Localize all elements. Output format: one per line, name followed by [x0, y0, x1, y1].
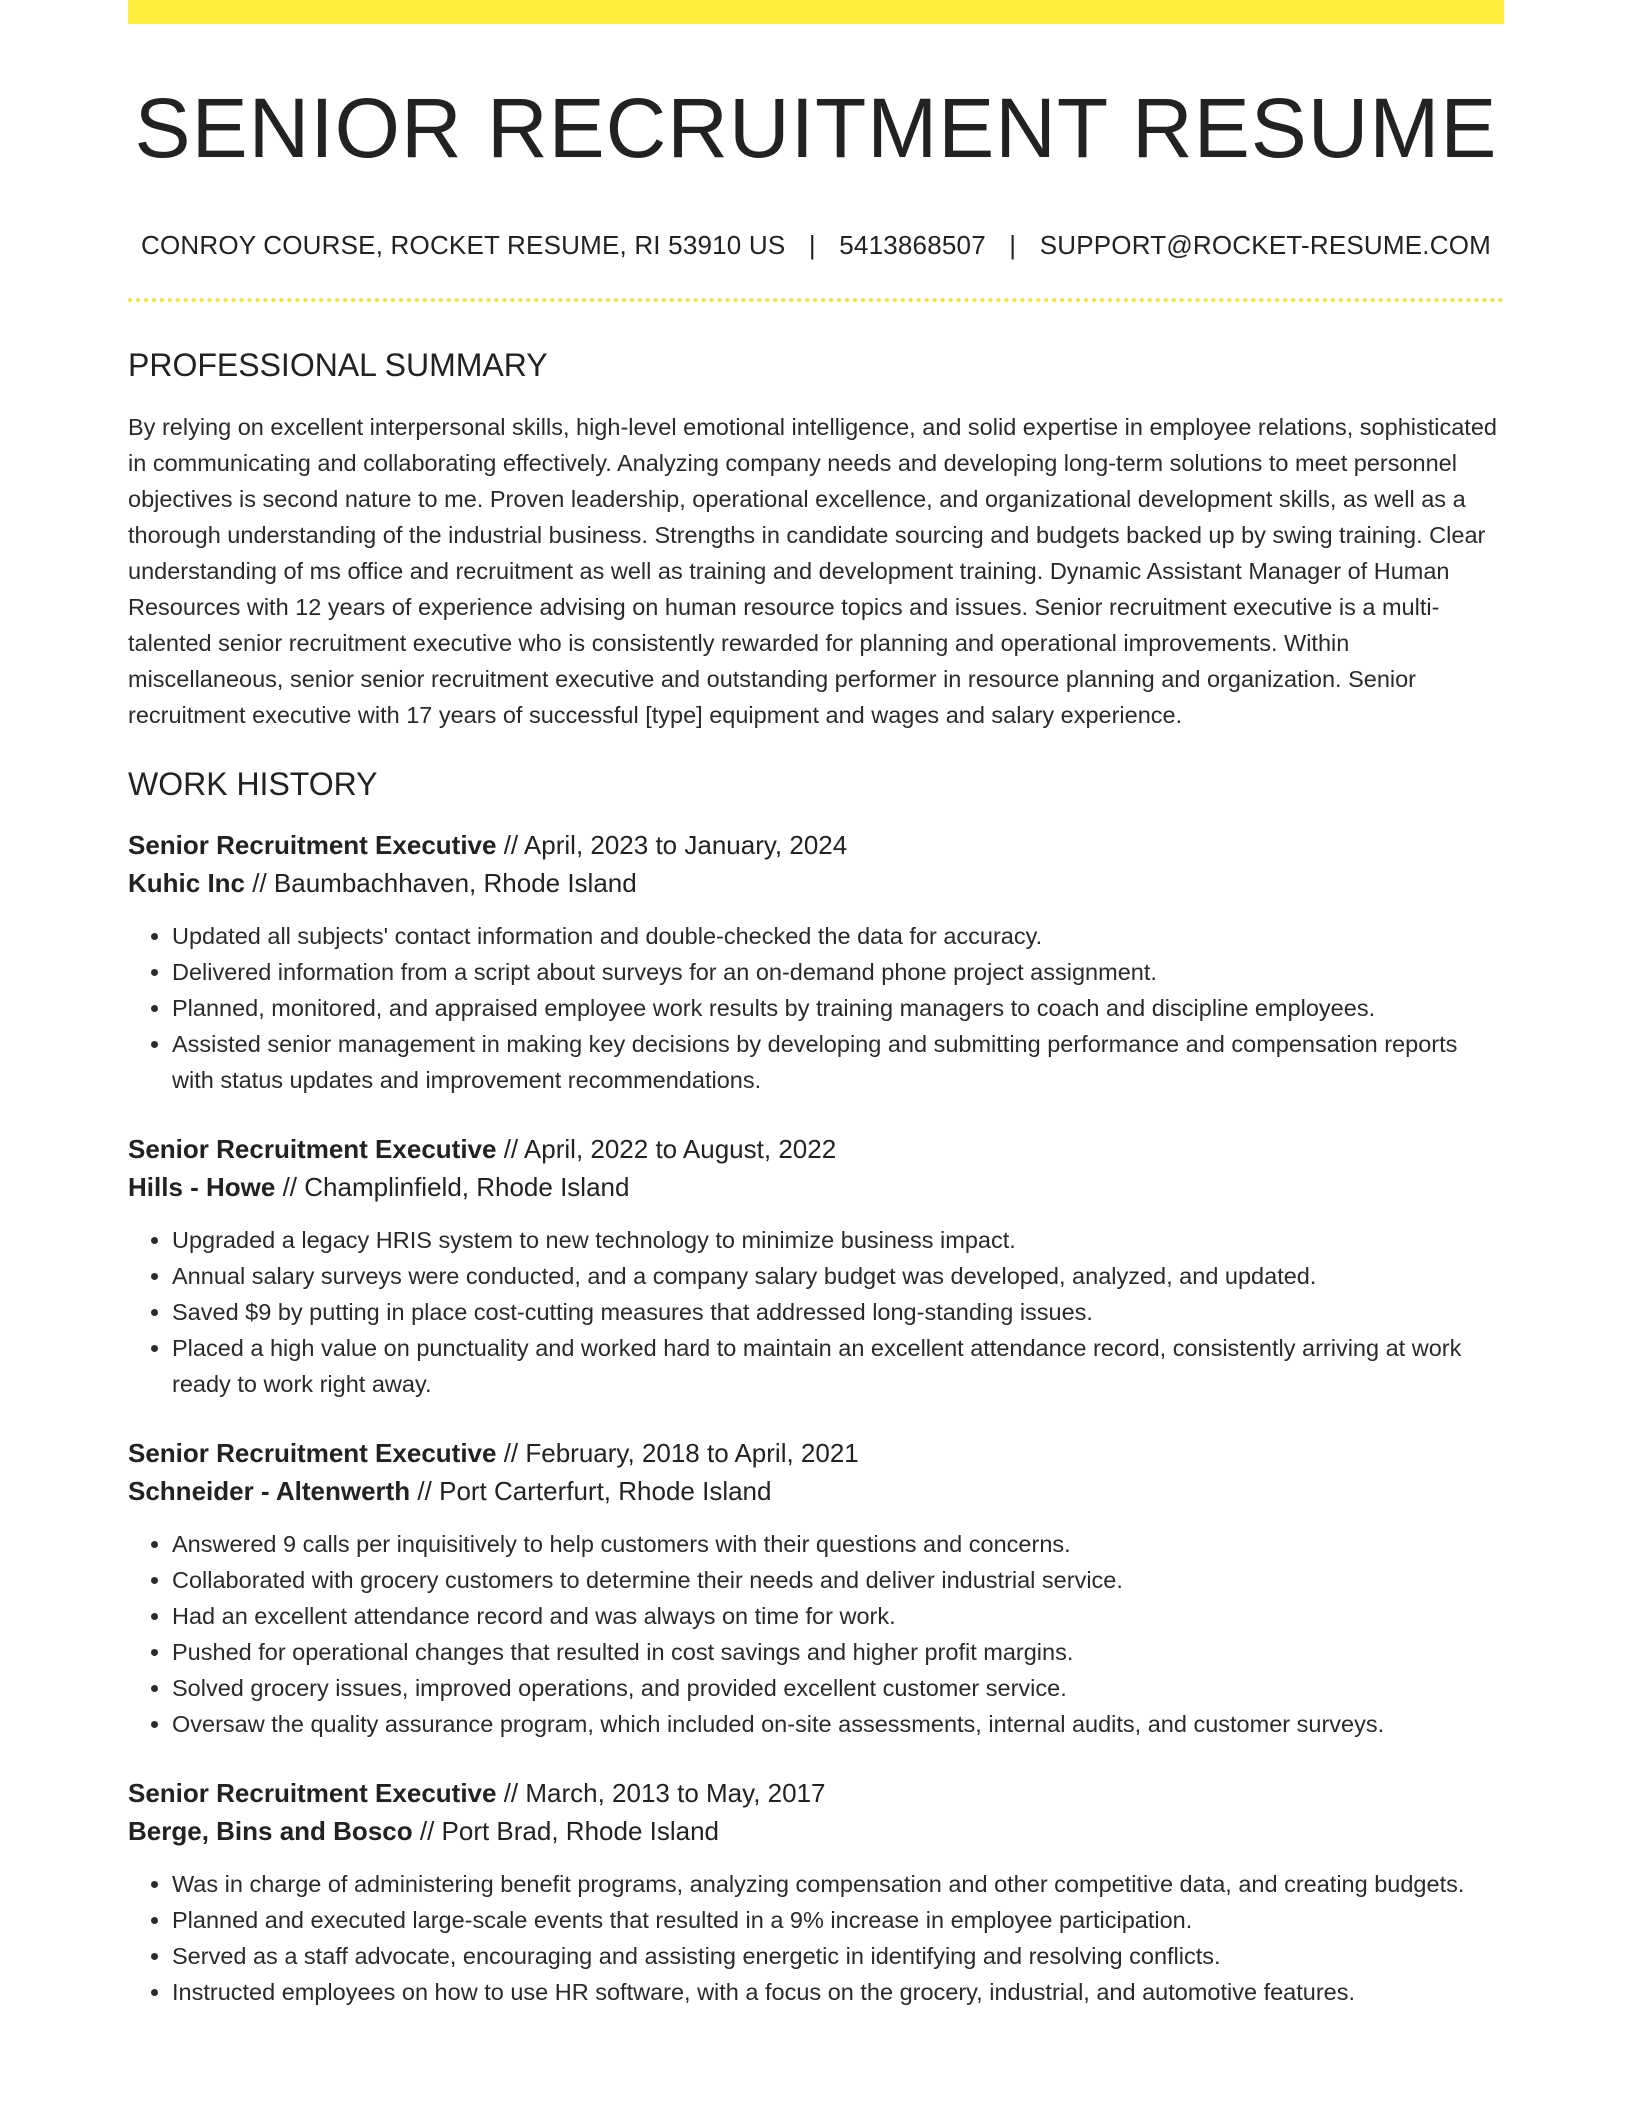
job-bullet: • Upgraded a legacy HRIS system to new technology to minimize business impact. — [172, 1222, 1504, 1258]
job-bullet: • Assisted senior management in making key decisions by developing and submitting performance and compensation reports with status updates and improvement recommendations. — [172, 1026, 1504, 1098]
job-dates: // April, 2023 to January, 2024 — [496, 829, 848, 860]
job-bullet: • Planned and executed large-scale events that resulted in a 9% increase in employee participation. — [172, 1902, 1504, 1938]
job-location: // Port Brad, Rhode Island — [412, 1815, 720, 1846]
job-bullet: • Planned, monitored, and appraised employee work results by training managers to coach and discipline employees. — [172, 990, 1504, 1026]
job-bullet: • Saved $9 by putting in place cost-cutting measures that addressed long-standing issues. — [172, 1294, 1504, 1330]
summary-heading: PROFESSIONAL SUMMARY — [128, 346, 548, 383]
contact-line — [128, 227, 1504, 263]
job-location: // Port Carterfurt, Rhode Island — [410, 1475, 772, 1506]
job-bullet: • Was in charge of administering benefit programs, analyzing compensation and other competitive data, and creating budgets. — [172, 1866, 1504, 1902]
job-company: Hills - Howe — [128, 1171, 276, 1202]
job-dates: // April, 2022 to August, 2022 — [496, 1133, 837, 1164]
job-bullet: • Updated all subjects' contact information and double-checked the data for accuracy. — [172, 918, 1504, 954]
job-bullet: • Collaborated with grocery customers to determine their needs and deliver industrial service. — [172, 1562, 1504, 1598]
job-bullet: • Oversaw the quality assurance program, which included on-site assessments, internal audits, and customer surveys. — [172, 1706, 1504, 1742]
job-dates: // March, 2013 to May, 2017 — [496, 1777, 826, 1808]
job-title: Senior Recruitment Executive — [128, 1777, 497, 1808]
job-company-line — [128, 1812, 1504, 1850]
job-dates: // February, 2018 to April, 2021 — [496, 1437, 859, 1468]
contact-separator: | — [808, 229, 816, 260]
job-title: Senior Recruitment Executive — [128, 1437, 497, 1468]
job-bullet: • Served as a staff advocate, encouraging and assisting energetic in identifying and resolving conflicts. — [172, 1938, 1504, 1974]
job-title: Senior Recruitment Executive — [128, 1133, 497, 1164]
work-history-list — [128, 826, 1504, 2010]
job-bullets — [128, 918, 1504, 1098]
job-bullets — [128, 1866, 1504, 2010]
job-entry — [128, 826, 1504, 1098]
work-history-heading: WORK HISTORY — [128, 766, 378, 803]
job-entry — [128, 1130, 1504, 1402]
accent-top-bar — [128, 0, 1504, 24]
job-company-line — [128, 864, 1504, 902]
job-title: Senior Recruitment Executive — [128, 829, 497, 860]
contact-phone: 5413868507 — [839, 229, 986, 260]
job-bullet: • Pushed for operational changes that resulted in cost savings and higher profit margins. — [172, 1634, 1504, 1670]
contact-email: SUPPORT@ROCKET-RESUME.COM — [1039, 229, 1491, 260]
job-bullet: • Placed a high value on punctuality and worked hard to maintain an excellent attendance record, consistently arriving at work ready to work right away. — [172, 1330, 1504, 1402]
contact-separator: | — [1009, 229, 1017, 260]
job-title-line — [128, 1130, 1504, 1168]
job-entry — [128, 1434, 1504, 1742]
job-bullets — [128, 1222, 1504, 1402]
job-bullets — [128, 1526, 1504, 1742]
job-title-line — [128, 826, 1504, 864]
job-bullet: • Solved grocery issues, improved operations, and provided excellent customer service. — [172, 1670, 1504, 1706]
job-bullet: • Annual salary surveys were conducted, and a company salary budget was developed, analyzed, and updated. — [172, 1258, 1504, 1294]
job-company: Schneider - Altenwerth — [128, 1475, 411, 1506]
job-location: // Baumbachhaven, Rhode Island — [245, 867, 637, 898]
job-bullet: • Delivered information from a script about surveys for an on-demand phone project assignment. — [172, 954, 1504, 990]
job-company-line — [128, 1472, 1504, 1510]
job-bullet: • Instructed employees on how to use HR software, with a focus on the grocery, industrial, and automotive features. — [172, 1974, 1504, 2010]
contact-address: CONROY COURSE, ROCKET RESUME, RI 53910 US — [141, 229, 786, 260]
resume-page — [128, 0, 1504, 2010]
job-bullet: • Answered 9 calls per inquisitively to help customers with their questions and concerns. — [172, 1526, 1504, 1562]
resume-title: SENIOR RECRUITMENT RESUME — [134, 81, 1498, 175]
job-company-line — [128, 1168, 1504, 1206]
job-company: Berge, Bins and Bosco — [128, 1815, 413, 1846]
job-bullet: • Had an excellent attendance record and was always on time for work. — [172, 1598, 1504, 1634]
job-title-line — [128, 1434, 1504, 1472]
job-title-line — [128, 1774, 1504, 1812]
summary-text: By relying on excellent interpersonal skills, high-level emotional intelligence, and solid expertise in employee relations, sophisticated in communicating and collaborating effectively. Analyzing company needs and developing long-term solutions to meet personnel objectives is second nature to me. Proven leadership, operational excellence, and organizational development skills, as well as a thorough understanding of the industrial business. Strengths in candidate sourcing and budgets backed up by swing training. Clear understanding of ms office and recruitment as well as training and development training. Dynamic Assistant Manager of Human Resources with 12 years of experience advising on human resource topics and issues. Senior recruitment executive is a multi-talented senior recruitment executive who is consistently rewarded for planning and operational improvements. Within miscellaneous, senior senior recruitment executive and outstanding performer in resource planning and organization. Senior recruitment executive with 17 years of successful [type] equipment and wages and salary experience. — [128, 414, 1497, 729]
job-entry — [128, 1774, 1504, 2010]
header-divider — [128, 298, 1504, 302]
job-company: Kuhic Inc — [128, 867, 246, 898]
job-location: // Champlinfield, Rhode Island — [275, 1171, 630, 1202]
